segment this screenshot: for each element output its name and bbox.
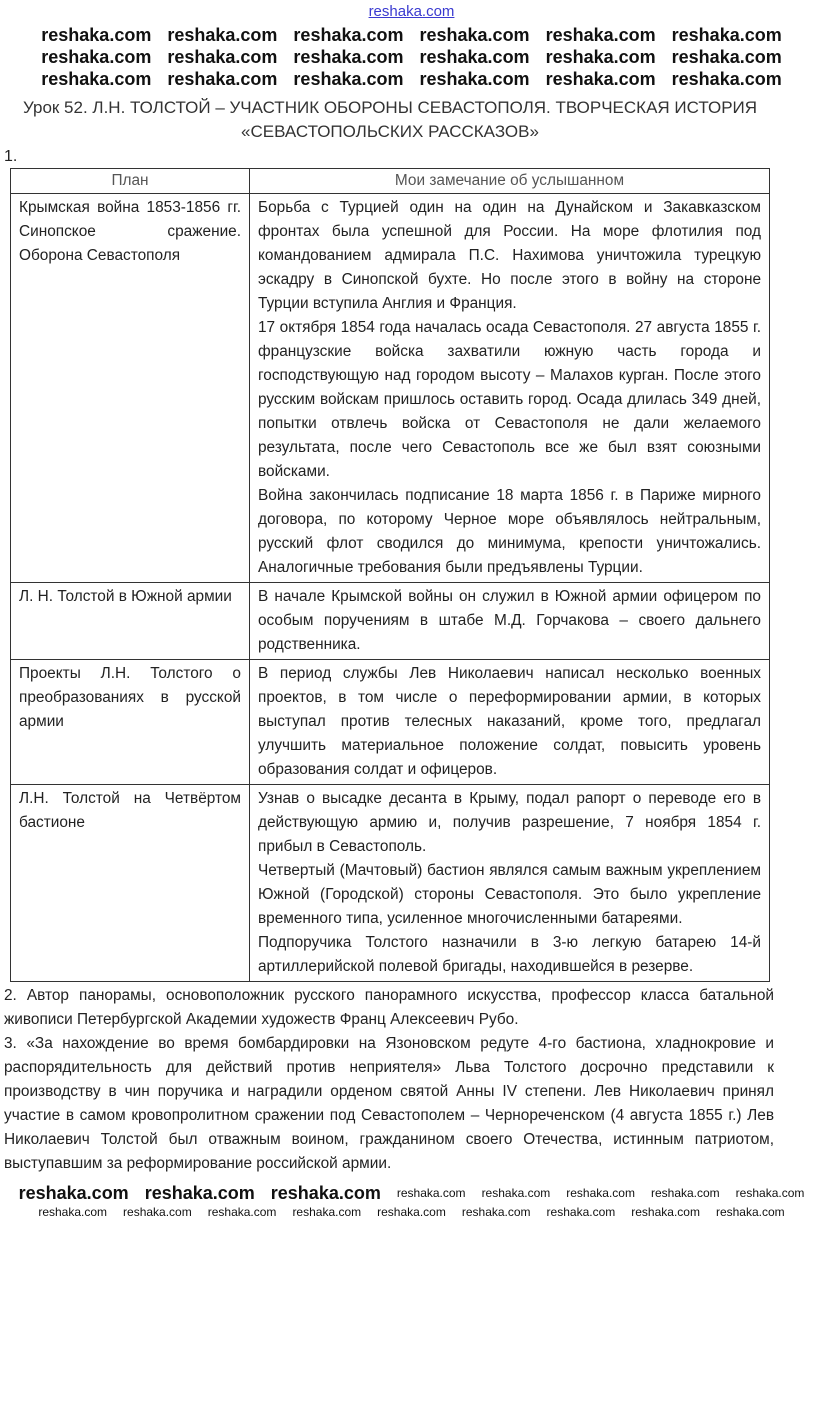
watermark: reshaka.com bbox=[546, 1205, 616, 1219]
note-paragraph: В период службы Лев Николаевич написал несколько военных проектов, в том числе о переформировании армии, в которых выступал против телесных наказаний, кроме того, предлагал улучшить материальное положение солдат, повысить уровень образования солдат и офицеров. bbox=[258, 665, 761, 778]
watermark: reshaka.com bbox=[123, 1205, 192, 1219]
watermark: reshaka.com bbox=[144, 1183, 255, 1203]
note-paragraph: Четвертый (Мачтовый) бастион являлся самым важным укреплением Южной (Городской) стороны Севастополя. Это было укрепление временного типа, усиленное многочисленными батареями. bbox=[258, 862, 761, 927]
watermark: reshaka.com bbox=[167, 47, 278, 67]
watermark: reshaka.com bbox=[735, 1186, 805, 1200]
plan-cell: Л.Н. Толстой на Четвёртом бастионе bbox=[11, 785, 250, 982]
watermark: reshaka.com bbox=[419, 47, 530, 67]
watermark: reshaka.com bbox=[41, 69, 152, 89]
watermark: reshaka.com bbox=[671, 69, 782, 89]
watermark: reshaka.com bbox=[545, 47, 656, 67]
watermark-group-top bbox=[12, 24, 812, 90]
watermark: reshaka.com bbox=[715, 1205, 785, 1219]
section-number: 1. bbox=[4, 148, 18, 165]
watermark: reshaka.com bbox=[650, 1186, 720, 1200]
table-row bbox=[11, 194, 770, 583]
watermark: reshaka.com bbox=[167, 25, 278, 45]
note-paragraph: 17 октября 1854 года началась осада Севастополя. 27 августа 1855 г. французские войска захватили южную часть города и господствующую над городом высоту – Малахов курган. После этого русским войскам пришлось оставить город. Осада длилась 349 дней, попытки отвлечь войска от Севастополя не дали желаемого результата, после чего Севастополь все же был взят союзными войсками. bbox=[258, 319, 761, 480]
notes-cell bbox=[250, 660, 770, 785]
watermark: reshaka.com bbox=[481, 1186, 551, 1200]
answers bbox=[4, 984, 774, 1176]
watermark: reshaka.com bbox=[419, 25, 530, 45]
watermark: reshaka.com bbox=[270, 1183, 381, 1203]
page-title bbox=[0, 96, 780, 144]
site-link[interactable]: reshaka.com bbox=[368, 3, 455, 20]
plan-table bbox=[10, 168, 770, 982]
watermark: reshaka.com bbox=[41, 47, 152, 67]
watermark: reshaka.com bbox=[293, 25, 404, 45]
watermark: reshaka.com bbox=[671, 47, 782, 67]
note-paragraph: Подпоручика Толстого назначили в 3-ю легкую батарею 14-й артиллерийской полевой бригады, находившейся в резерве. bbox=[258, 934, 761, 975]
watermark: reshaka.com bbox=[38, 1205, 108, 1219]
table-row bbox=[11, 785, 770, 982]
note-paragraph: Узнав о высадке десанта в Крыму, подал рапорт о переводе его в действующую армию и, получив разрешение, 7 ноября 1854 г. прибыл в Севастополь. bbox=[258, 790, 761, 855]
answer-3: 3. «За нахождение во время бомбардировки на Язоновском редуте 4-го бастиона, хладнокровие и распорядительность для действий против неприятеля» Льва Толстого досрочно представили к производству в чин поручика и наградили орденом святой Анны IV степени. Лев Николаевич принял участие в самом кровопролитном сражении под Севастополем – Чернореченском (4 августа 1855 г.) Лев Николаевич Толстой был отважным воином, гражданином своего Отечества, истинным патриотом, выступавшим за реформирование российской армии. bbox=[4, 1035, 774, 1172]
watermark: reshaka.com bbox=[419, 69, 530, 89]
title-line-2: «СЕВАСТОПОЛЬСКИХ РАССКАЗОВ» bbox=[241, 122, 539, 141]
notes-cell bbox=[250, 583, 770, 660]
watermark: reshaka.com bbox=[545, 25, 656, 45]
note-paragraph: В начале Крымской войны он служил в Южной армии офицером по особым поручениям в штабе М.Д. Горчакова – своего дальнего родственника. bbox=[258, 588, 761, 653]
plan-cell: Проекты Л.Н. Толстого о преобразованиях в русской армии bbox=[11, 660, 250, 785]
watermark: reshaka.com bbox=[631, 1205, 700, 1219]
watermark: reshaka.com bbox=[545, 69, 656, 89]
header-plan: План bbox=[11, 169, 250, 194]
watermark: reshaka.com bbox=[566, 1186, 635, 1200]
watermark: reshaka.com bbox=[377, 1205, 446, 1219]
watermark: reshaka.com bbox=[18, 1183, 129, 1203]
watermark: reshaka.com bbox=[41, 25, 152, 45]
watermark: reshaka.com bbox=[167, 69, 278, 89]
plan-cell: Л. Н. Толстой в Южной армии bbox=[11, 583, 250, 660]
note-paragraph: Война закончилась подписание 18 марта 1856 г. в Париже мирного договора, по которому Черное море объявлялось нейтральным, русский флот сводился до минимума, крепости уничтожались. Аналогичные требования были предъявлены Турции. bbox=[258, 487, 761, 576]
table-row bbox=[11, 660, 770, 785]
header-notes: Мои замечание об услышанном bbox=[250, 169, 770, 194]
watermark: reshaka.com bbox=[292, 1205, 362, 1219]
note-paragraph: Борьба с Турцией один на один на Дунайском и Закавказском фронтах была успешной для России. На море флотилия под командованием адмирала П.С. Нахимова уничтожила турецкую эскадру в Синопской бухте. Но после этого в войну на стороне Турции вступила Англия и Франция. bbox=[258, 199, 761, 312]
table-row bbox=[11, 583, 770, 660]
plan-cell: Крымская война 1853-1856 гг. Синопское сражение. Оборона Севастополя bbox=[11, 194, 250, 583]
watermark: reshaka.com bbox=[671, 25, 782, 45]
answer-2: 2. Автор панорамы, основоположник русского панорамного искусства, профессор класса батальной живописи Петербургской Академии художеств Франц Алексеевич Рубо. bbox=[4, 987, 774, 1028]
notes-cell bbox=[250, 194, 770, 583]
watermark: reshaka.com bbox=[293, 69, 404, 89]
watermark: reshaka.com bbox=[293, 47, 404, 67]
title-line-1: Урок 52. Л.Н. ТОЛСТОЙ – УЧАСТНИК ОБОРОНЫ СЕВАСТОПОЛЯ. ТВОРЧЕСКАЯ ИСТОРИЯ bbox=[22, 98, 758, 117]
watermark: reshaka.com bbox=[207, 1205, 277, 1219]
watermark: reshaka.com bbox=[396, 1186, 466, 1200]
watermark: reshaka.com bbox=[461, 1205, 531, 1219]
watermark-group-bottom bbox=[12, 1182, 812, 1220]
table-header-row bbox=[11, 169, 770, 194]
notes-cell bbox=[250, 785, 770, 982]
